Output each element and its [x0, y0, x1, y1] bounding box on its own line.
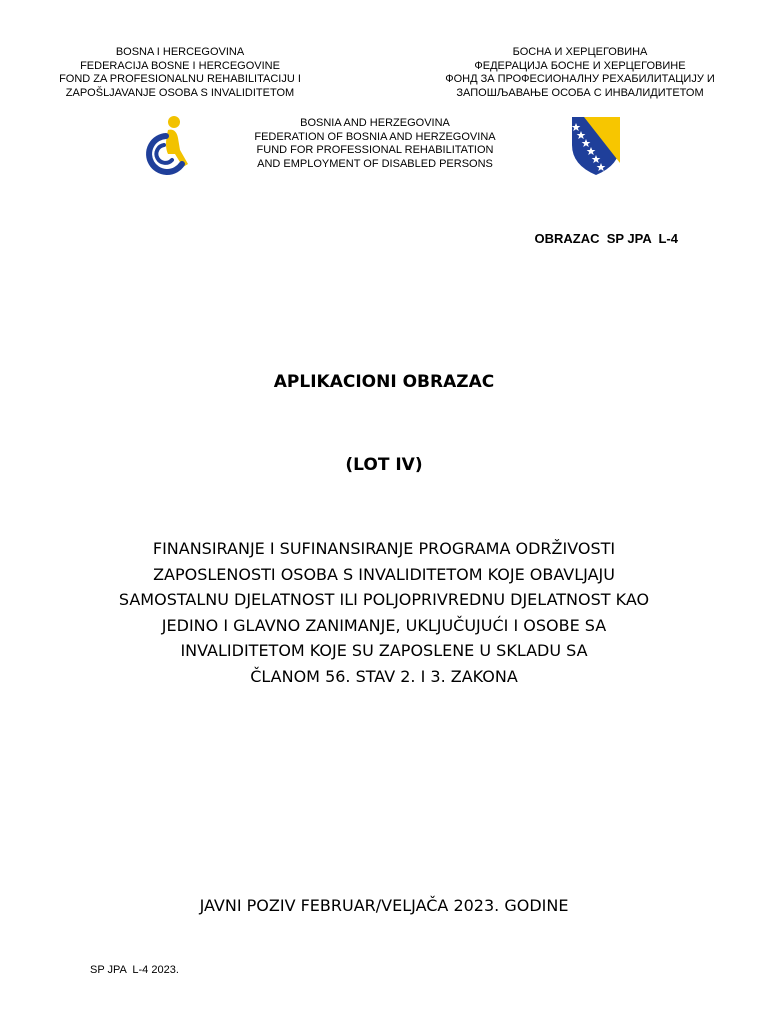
header-line: FEDERACIJA BOSNE I HERCEGOVINE: [80, 59, 280, 72]
header-line: БОСНА И ХЕРЦЕГОВИНА: [512, 46, 648, 58]
header-line: FEDERATION OF BOSNIA AND HERZEGOVINA: [254, 130, 496, 143]
header-right-cyrillic: [430, 46, 730, 100]
description-line: ZAPOSLENOSTI OSOBA S INVALIDITETOM KOJE OBAVLJAJU: [153, 564, 615, 584]
header-line: FUND FOR PROFESSIONAL REHABILITATION: [256, 144, 494, 156]
description-line: JEDINO I GLAVNO ZANIMANJE, UKLJUČUJUĆI I OSOBE SA: [161, 615, 607, 635]
description-line: FINANSIRANJE I SUFINANSIRANJE PROGRAMA ODRŽIVOSTI: [152, 539, 616, 558]
header-line: ФОНД ЗА ПРОФЕСИОНАЛНУ РЕХАБИЛИТАЦИЈУ И: [445, 73, 715, 85]
description-line: ČLANOM 56. STAV 2. I 3. ZAKONA: [250, 666, 518, 686]
header-line: ZAPOŠLJAVANJE OSOBA S INVALIDITETOM: [65, 86, 295, 99]
public-call-date: JAVNI POZIV FEBRUAR/VELJAČA 2023. GODINE: [199, 896, 569, 915]
header-line: BOSNA I HERCEGOVINA: [115, 46, 245, 58]
header-left-latin: [50, 46, 310, 100]
header-line: ФЕДЕРАЦИЈА БОСНЕ И ХЕРЦЕГОВИНЕ: [474, 59, 686, 72]
header-center-english: [230, 117, 520, 171]
coat-of-arms-icon: [570, 115, 622, 177]
program-description: [0, 536, 768, 689]
document-title: APLIKACIONI OBRAZAC: [273, 372, 495, 392]
description-line: SAMOSTALNU DJELATNOST ILI POLJOPRIVREDNU DJELATNOST KAO: [118, 590, 650, 609]
footer-code: SP JPA L-4 2023.: [90, 964, 179, 976]
form-code: OBRAZAC SP JPA L-4: [534, 231, 678, 246]
lot-label: (LOT IV): [345, 455, 423, 475]
header-line: ЗАПОШЉАВАЊЕ ОСОБА С ИНВАЛИДИТЕТОМ: [456, 86, 704, 99]
header-line: AND EMPLOYMENT OF DISABLED PERSONS: [257, 157, 493, 170]
fund-logo-icon: [138, 114, 194, 176]
header-line: BOSNIA AND HERZEGOVINA: [300, 117, 450, 129]
description-line: INVALIDITETOM KOJE SU ZAPOSLENE U SKLADU SA: [180, 641, 588, 660]
header-line: FOND ZA PROFESIONALNU REHABILITACIJU I: [59, 73, 301, 85]
